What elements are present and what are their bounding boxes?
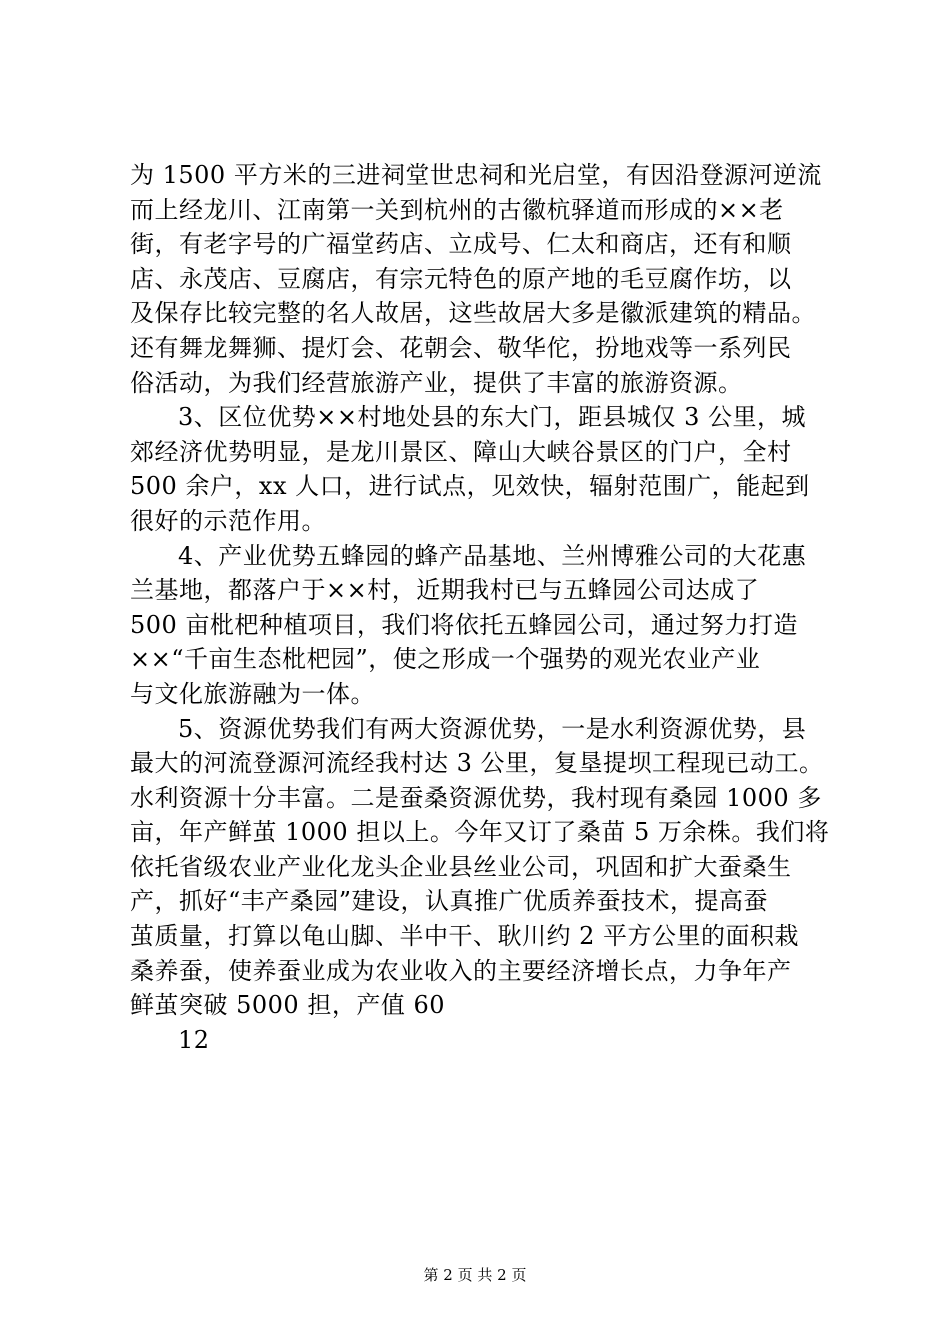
document-body	[130, 158, 838, 1057]
paragraph-line: 及保存比较完整的名人故居，这些故居大多是徽派建筑的精品。	[130, 299, 816, 328]
paragraph-line: 与文化旅游融为一体。	[130, 679, 375, 708]
paragraph-line: 3、区位优势××村地处县的东大门，距县城仅 3 公里，城	[178, 403, 807, 432]
paragraph-line: 茧质量，打算以龟山脚、半中干、耿川约 2 平方公里的面积栽	[130, 922, 800, 951]
paragraph-line: 而上经龙川、江南第一关到杭州的古徽杭驿道而形成的××老	[130, 195, 784, 224]
paragraph-line: 亩，年产鲜茧 1000 担以上。今年又订了桑苗 5 万余株。我们将	[130, 818, 830, 847]
paragraph-line: 鲜茧突破 5000 担，产值 60	[130, 991, 446, 1020]
paragraph-line: 12	[178, 1025, 210, 1054]
paragraph-line: 500 亩枇杷种植项目，我们将依托五蜂园公司，通过努力打造	[130, 610, 798, 639]
paragraph-line: 很好的示范作用。	[130, 506, 326, 535]
paragraph-line: 500 余户，xx 人口，进行试点，见效快，辐射范围广，能起到	[130, 472, 810, 501]
body-paragraph	[130, 712, 838, 1023]
paragraph-line: 兰基地，都落户于××村，近期我村已与五蜂园公司达成了	[130, 576, 760, 605]
page-footer: 第 2 页 共 2 页	[423, 1266, 527, 1284]
paragraph-line: 还有舞龙舞狮、提灯会、花朝会、敬华佗，扮地戏等一系列民	[130, 333, 792, 362]
paragraph-line: 5、资源优势我们有两大资源优势，一是水利资源优势，县	[178, 714, 807, 743]
paragraph-line: ××“千亩生态枇杷园”，使之形成一个强势的观光农业产业	[130, 645, 761, 674]
body-paragraph	[130, 539, 838, 712]
paragraph-line: 俗活动，为我们经营旅游产业，提供了丰富的旅游资源。	[130, 368, 743, 397]
paragraph-line: 桑养蚕，使养蚕业成为农业收入的主要经济增长点，力争年产	[130, 956, 792, 985]
body-paragraph	[130, 1023, 838, 1058]
paragraph-line: 产，抓好“丰产桑园”建设，认真推广优质养蚕技术，提高蚕	[130, 887, 769, 916]
paragraph-line: 为 1500 平方米的三进祠堂世忠祠和光启堂，有因沿登源河逆流	[130, 161, 822, 189]
paragraph-line: 最大的河流登源河流经我村达 3 公里，复垦提坝工程现已动工。	[130, 749, 824, 778]
paragraph-line: 4、产业优势五蜂园的蜂产品基地、兰州博雅公司的大花惠	[178, 541, 807, 570]
paragraph-line: 郊经济优势明显，是龙川景区、障山大峡谷景区的门户，全村	[130, 437, 792, 466]
paragraph-line: 街，有老字号的广福堂药店、立成号、仁太和商店，还有和顺	[130, 230, 792, 259]
paragraph-line: 店、永茂店、豆腐店，有宗元特色的原产地的毛豆腐作坊，以	[130, 264, 792, 293]
body-paragraph	[130, 158, 838, 400]
paragraph-line: 依托省级农业产业化龙头企业县丝业公司，巩固和扩大蚕桑生	[130, 852, 792, 881]
body-paragraph	[130, 400, 838, 538]
paragraph-line: 水利资源十分丰富。二是蚕桑资源优势，我村现有桑园 1000 多	[130, 783, 822, 812]
